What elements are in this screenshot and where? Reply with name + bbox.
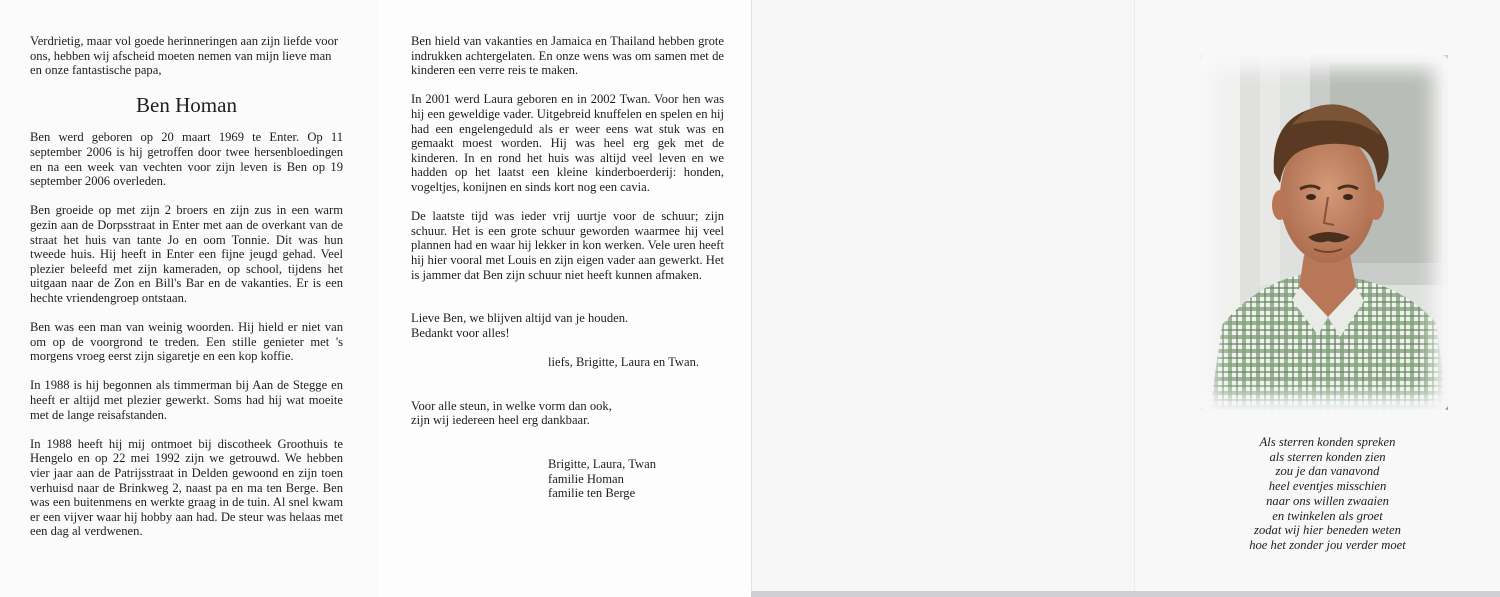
poem-line: naar ons willen zwaaien xyxy=(1266,493,1389,508)
family-line: familie Homan xyxy=(548,471,624,486)
paragraph-work: In 1988 is hij begonnen als timmerman bij Aan de Stegge en heeft er altijd met plezier gewerkt. Soms had hij wat moeite met de lange reisafstanden. xyxy=(30,378,343,422)
paragraph-vacations: Ben hield van vakanties en Jamaica en Thailand hebben grote indrukken achtergelaten. En onze wens was om samen met de kinderen een verre reis te maken. xyxy=(411,34,724,78)
farewell-line-1: Lieve Ben, we blijven altijd van je houden. xyxy=(411,311,629,326)
farewell-line-2: Bedankt voor alles! xyxy=(411,325,510,340)
paragraph-barn: De laatste tijd was ieder vrij uurtje voor de schuur; zijn schuur. Het is een grote schuur geworden waarmee hij veel plannen had en waar hij lekker in kon werken. Vele uren heeft hij hier vooral met Louis en zijn eigen vader aan gewerkt. Het is jammer dat Ben zijn schuur niet heeft kunnen afmaken. xyxy=(411,209,724,282)
thanks-line-1: Voor alle steun, in welke vorm dan ook, xyxy=(411,398,612,413)
paragraph-childhood: Ben groeide op met zijn 2 broers en zijn zus in een warm gezin aan de Dorpsstraat in Enter met aan de overkant van de straat het huis van tante Jo en oom Tonnie. Dit was hun tweede huis. Hij heeft in Enter een fijne jeugd gehad. Veel plezier beleefd met zijn kameraden, op school, tijdens het uitgaan naar de Zon en Bill's Bar en de vakanties. Er is een hechte vriendengroep ontstaan. xyxy=(30,203,343,305)
photo-poem-panel xyxy=(1134,0,1500,597)
signature: liefs, Brigitte, Laura en Twan. xyxy=(548,355,700,370)
poem-line: Als sterren konden spreken xyxy=(1259,435,1396,449)
family-line: familie ten Berge xyxy=(548,486,636,501)
portrait-photo xyxy=(1200,55,1448,410)
family-line: Brigitte, Laura, Twan xyxy=(548,456,656,471)
paragraph-birth: Ben werd geboren op 20 maart 1969 te Enter. Op 11 september 2006 is hij getroffen door twee hersenbloedingen en na een week van vechten voor zijn leven is Ben op 19 september 2006 overleden. xyxy=(30,130,343,189)
poem-line: en twinkelen als groet xyxy=(1272,508,1383,523)
bottom-edge-strip xyxy=(751,591,1500,597)
deceased-name: Ben Homan xyxy=(136,93,237,118)
portrait-illustration xyxy=(1200,55,1448,410)
blank-inner-panel xyxy=(751,0,1134,597)
paragraph-character: Ben was een man van weinig woorden. Hij hield er niet van om op de voorgrond te treden. Een stille genieter met 's morgens vroeg eerst zijn sigaretje en een kop koffie. xyxy=(30,320,343,364)
poem-line: als sterren konden zien xyxy=(1269,449,1386,464)
paragraph-children: In 2001 werd Laura geboren en in 2002 Twan. Voor hen was hij een geweldige vader. Uitgebreid knuffelen en spelen en hij had een engelengeduld als er weer eens wat stuk was en gemaakt moest worden. Hij was heel erg gek met de kinderen. In en rond het huis was altijd veel leven en we hadden op het laatst een kleine kinderboerderij: honden, vogeltjes, konijnen en sinds kort nog een cavia. xyxy=(411,92,724,194)
thanks-line-2: zijn wij iedereen heel erg dankbaar. xyxy=(411,413,590,428)
poem-line: zodat wij hier beneden weten xyxy=(1254,523,1401,538)
left-text-column xyxy=(30,34,343,554)
paragraph-marriage: In 1988 heeft hij mij ontmoet bij discotheek Groothuis te Hengelo en op 22 mei 1992 zijn we getrouwd. We hebben vier jaar aan de Patrijsstraat in Delden gewoond en zijn toen verhuisd naar de Brinkweg 2, naast pa en ma ten Berge. Ben was een buitenmens en werkte graag in de tuin. Al snel kwam er een vijver waar hij hobby aan had. De steur was helaas met een dag al verdwenen. xyxy=(30,436,343,539)
left-text-panel xyxy=(0,0,378,597)
poem-line: zou je dan vanavond xyxy=(1275,464,1380,479)
intro-text: Verdrietig, maar vol goede herinneringen aan zijn liefde voor ons, hebben wij afscheid moeten nemen van mijn lieve man en onze fantastische papa, xyxy=(30,34,339,78)
poem-line: hoe het zonder jou verder moet xyxy=(1249,537,1406,552)
family-list xyxy=(548,457,724,501)
middle-text-column xyxy=(411,34,724,501)
poem xyxy=(1195,435,1460,553)
middle-text-panel xyxy=(378,0,751,597)
poem-line: heel eventjes misschien xyxy=(1268,479,1387,494)
